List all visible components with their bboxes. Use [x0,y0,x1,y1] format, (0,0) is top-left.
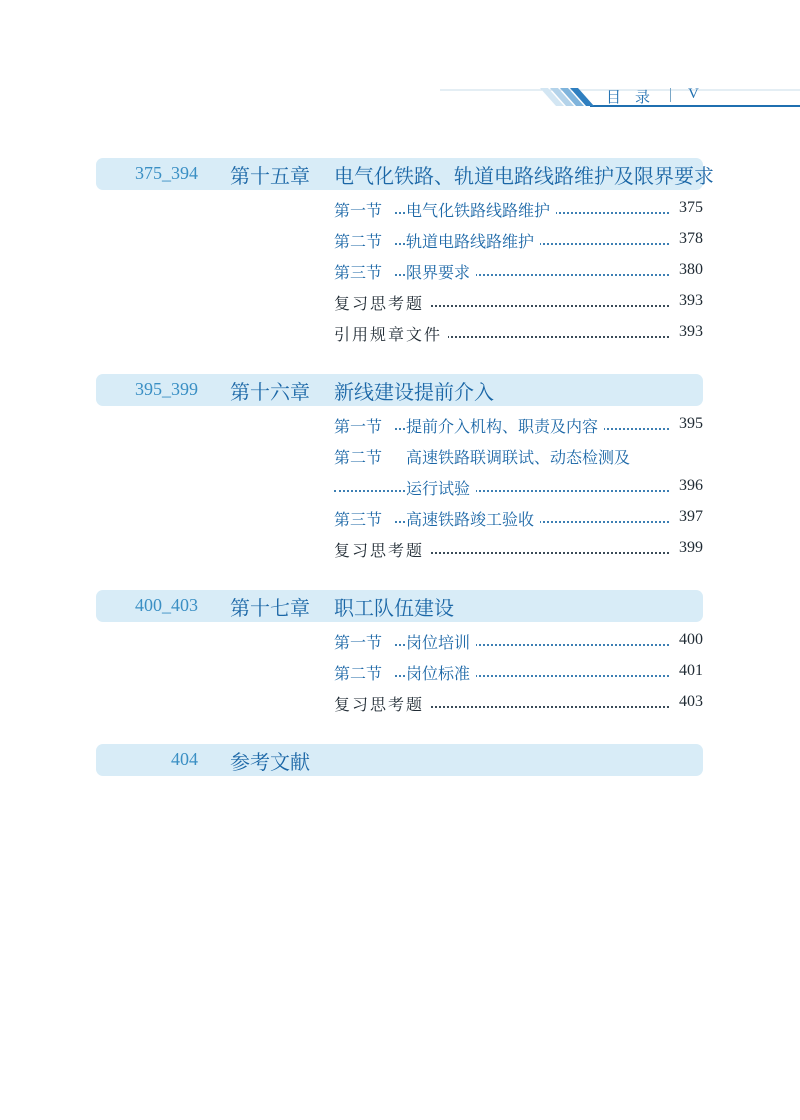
section-title: 高速铁路联调联试、动态检测及 [406,445,636,468]
entry-page-number: 375 [674,199,703,217]
section-list [96,625,703,718]
entry-page-number: 380 [674,261,703,279]
section-title: 岗位标准 [406,661,476,684]
section-title: 电气化铁路线路维护 [406,198,556,221]
section-number: 第一节 [334,198,394,221]
header-decoration [0,0,800,120]
section-number: 第二节 [334,661,394,684]
toc-entry[interactable] [334,625,703,656]
chapter-page-range: 400_403 [135,595,198,615]
entry-title: 引用规章文件 [334,322,448,345]
running-header [0,0,800,120]
chapter-block [96,590,703,718]
entry-page-number: 395 [674,415,703,433]
dot-leader [334,490,669,492]
toc-entry[interactable] [334,656,703,687]
entry-title: 复习思考题 [334,538,430,561]
chapter-heading[interactable] [96,374,703,406]
chapter-number: 第十五章 [230,164,310,188]
section-number: 第三节 [334,507,394,530]
toc-entry[interactable] [334,687,703,718]
chapter-heading[interactable] [96,744,703,776]
header-title: 目录 [606,88,665,106]
chapter-heading[interactable] [96,590,703,622]
chapter-number: 参考文献 [230,750,310,774]
section-number: 第二节 [334,445,394,468]
header-page-number: V [688,86,699,102]
chapter-block [96,158,714,348]
chapter-title: 电气化铁路、轨道电路线路维护及限界要求 [334,164,714,188]
toc-entry[interactable] [334,533,703,564]
toc-entry[interactable] [334,502,703,533]
section-number: 第一节 [334,630,394,653]
entry-title: 复习思考题 [334,291,430,314]
section-title: 运行试验 [406,476,476,499]
section-title: 轨道电路线路维护 [406,229,540,252]
chapter-block [96,374,703,564]
chapter-block [96,744,703,776]
toc-entry[interactable] [334,255,703,286]
section-title: 岗位培训 [406,630,476,653]
chapter-title: 新线建设提前介入 [334,380,494,404]
section-number: 第一节 [334,414,394,437]
toc-entry[interactable] [334,440,703,471]
entry-page-number: 400 [674,631,703,649]
chapter-page-range: 375_394 [135,163,198,183]
table-of-contents [96,158,714,802]
entry-page-number: 397 [674,508,703,526]
chapter-number: 第十六章 [230,380,310,404]
entry-page-number: 399 [674,539,703,557]
toc-entry[interactable] [334,471,703,502]
section-number: 第三节 [334,260,394,283]
chapter-title: 职工队伍建设 [334,596,454,620]
entry-page-number: 403 [674,693,703,711]
entry-page-number: 396 [674,477,703,495]
toc-entry[interactable] [334,409,703,440]
section-title: 限界要求 [406,260,476,283]
toc-entry[interactable] [334,317,703,348]
section-title: 提前介入机构、职责及内容 [406,414,604,437]
toc-entry[interactable] [334,193,703,224]
section-number: 第二节 [334,229,394,252]
toc-entry[interactable] [334,286,703,317]
entry-page-number: 393 [674,323,703,341]
chapter-number: 第十七章 [230,596,310,620]
entry-page-number: 393 [674,292,703,310]
entry-page-number: 378 [674,230,703,248]
entry-page-number: 401 [674,662,703,680]
section-list [96,193,703,348]
section-title: 高速铁路竣工验收 [406,507,540,530]
header-divider [670,88,671,102]
chapter-page-range: 395_399 [135,379,198,399]
chapter-page-range: 404 [171,749,198,769]
chapter-heading[interactable] [96,158,714,190]
section-list [96,409,703,564]
toc-entry[interactable] [334,224,703,255]
entry-title: 复习思考题 [334,692,430,715]
